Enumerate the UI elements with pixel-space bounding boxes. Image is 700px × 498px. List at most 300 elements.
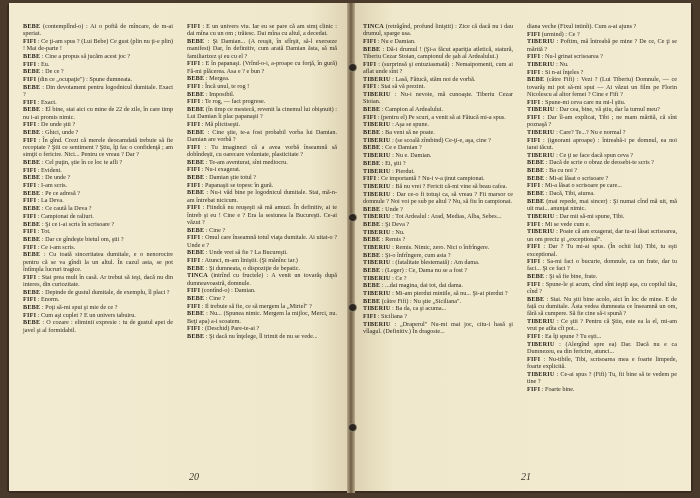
line-text: : Şi Damian... (A reuşit, în sfîrşit, să-l exerseze manifest) Dar, în definitiv, cum arată Damian ăsta, să mă familiarizez şi eu cu el ? [187,37,338,60]
line-text: : Cine a propus să jucăm acest joc ? [41,52,131,60]
line-text: : Campion al Ardealului. [381,106,444,113]
speaker-name: FIFI [527,30,541,38]
speaker-name: BEBE [187,37,205,45]
line-text: : Evident. [37,166,62,174]
speaker-name: BEBE [363,129,381,137]
line-text: : Stai prea mult în casă. Ar trebui să ieşi, dacă nu din interes, din curiozitate. [23,273,173,288]
dialogue-line [527,371,677,386]
line-text: : Nu. [392,228,405,236]
speaker-name: FIFI [527,53,541,61]
line-text: : Remis ? [381,236,406,244]
speaker-name: BEBE [187,106,205,113]
dialogue-line [23,221,173,228]
line-text: : Dar ce gîndeşte bietul om, ştii ? [41,235,124,243]
dialogue-line [363,183,513,190]
speaker-name: BEBE [23,303,41,311]
speaker-name: FIFI [527,333,541,341]
dialogue-line [363,83,513,90]
speaker-name: BEBE [23,52,41,60]
dialogue-line [23,304,173,311]
dialogue-line [187,204,337,226]
line-text: : Din devotament pentru logodnicul dumitale. Exact ? [23,83,174,99]
dialogue-line [363,160,513,167]
line-text: : Ba cu noi ? [545,167,578,175]
speaker-name: BEBE [23,106,41,114]
line-text: : Ea îţi spune ? Tu eşti... [541,333,602,341]
speaker-name: BEBE [23,23,41,30]
dialogue-line [527,61,677,68]
dialogue-line [23,236,173,243]
dialogue-line [527,213,677,220]
line-text: : Fiindcă nu reuşeşti să mă amuzi. În definitiv, ai te întreb şi eu ! Cine e ? Era la sesiunea la Bucureşti. Ce-ai văzut ? [187,204,337,226]
dialogue-line [363,23,513,38]
right-page-number: 21 [521,472,531,483]
line-text: : Te-am aventurat, sînt mediocru. [205,158,288,166]
dialogue-line [363,137,513,144]
dialogue-line [23,38,173,53]
dialogue-line [187,159,337,166]
line-text: : Enorm. [37,296,60,304]
dialogue-line [23,205,173,212]
dialogue-line [23,197,173,204]
dialogue-line [187,129,337,144]
dialogue-line [23,182,173,189]
line-text: : De unde ştii ? [37,121,76,129]
dialogue-line [527,281,677,296]
speaker-name: FIFI [527,258,541,266]
speaker-name: BEBE [363,144,381,152]
line-text: : Dar ce-o fi totuşi ca, să vreau ? Fii marsor ce domnule ? Noi voi pe sub pe altul ? Nu, să fiu în campionat. [363,190,513,205]
speaker-name: BEBE [23,129,41,137]
dialogue-line [23,312,173,319]
dialogue-line [23,190,173,197]
line-text: : (pentru el) Pe scurt, a venit să ai Fătucă mi-a spus. [377,113,506,121]
line-text: (urmind) : Ce ? [541,30,580,38]
dialogue-line [363,267,513,274]
speaker-name: TIBERIU [363,213,391,221]
speaker-name: BEBE [23,288,41,296]
speaker-name: BEBE [527,174,545,182]
line-text: : Ce importantă ? Nu-i v-a ţinut campionat. [377,175,485,183]
dialogue-line [23,296,173,303]
dialogue-line [23,137,173,159]
speaker-name: BEBE [363,159,381,167]
line-text: : Depinde de gustul dumitale, de exemplu, îl placi ? [41,288,170,296]
dialogue-line [527,243,677,258]
speaker-name: TIBERIU [363,320,391,328]
line-text: : Damian ştie totul ? [205,174,257,182]
line-text: : E un univers viu. Iar eu se pare că am simţ clinic : dai mîna cu un om ; trăiesc. Dai mîna cu altul, a decedat. [187,23,338,38]
speaker-name: BEBE [23,68,41,76]
speaker-name: TIBERIU [527,340,555,348]
speaker-name: FIFI [187,181,201,189]
dialogue-line [187,23,337,38]
dialogue-line [527,198,677,213]
line-text: : Sa-mi faci o bucurie, domnule, ca un frate, dar tu faci... Şi ce faci ? [527,258,677,273]
speaker-name: FIFI [363,83,377,91]
dialogue-line [363,106,513,113]
line-text: : Şi ce i-ai scris în scrisoare ? [41,220,115,228]
speaker-name: TIBERIU [363,290,391,298]
speaker-name: FIFI [23,98,37,106]
dialogue-line [527,318,677,333]
speaker-name: FIFI [187,60,201,68]
line-text: (intrînd cu fructele) : A venit un tovarăş după dumneavoastră, domnule. [187,272,338,287]
speaker-name: BEBE [363,297,381,305]
speaker-name: FIFI [187,98,201,106]
speaker-name: BEBE [23,174,41,182]
dialogue-line [187,333,337,340]
dialogue-line [527,182,677,189]
line-text: : Mă plictiseşti. [201,120,241,128]
line-text: : La Deva. [37,197,64,205]
speaker-name: TIBERIU [363,167,391,175]
line-text: : Cu toată sinceritatea dumitale, e o nenorocire pentru că se va gîndi la un altul. În cazul asta, se pot întîmpla lucruri tragice. [23,251,173,273]
line-text: : (Alergînd spre ea) Dar. Dacă nu e ca Dumnezeu, ea din fericire, atunci... [527,340,678,356]
dialogue-line [187,182,337,189]
line-text: : Pierdut. [392,167,415,175]
speaker-name: FIFI [23,243,37,251]
line-text: : Bă nu vrei ? Fericit că-mi vine să beau cafea. [392,182,508,190]
dialogue-line [23,76,173,83]
speaker-name: BEBE [363,106,381,113]
line-text: : Lasă, Fătucă, stăm noi de vorbă. [392,75,476,83]
line-text: : Şi Deva ? [381,220,410,228]
speaker-name: BEBE [23,205,41,213]
speaker-name: TIBERIU [363,91,391,99]
line-text: (mai repede, mai sincer) : Şi numai cînd mă uit, mă uit mai... anunţat nimic. [527,197,678,213]
dialogue-line [363,321,513,336]
book-gutter [347,3,355,493]
line-text: : I-am scris. [37,182,68,190]
dialogue-line [363,252,513,259]
line-text: : Te rog, — fact progrese. [201,98,266,106]
line-text: : Spune-le şi acum, cînd sînt ieşiţi aşa, cu copilul tău, cînd ? [527,280,678,296]
dialogue-line [363,206,513,213]
line-text: : Ce i-am scris. [37,243,76,251]
dialogue-line [23,251,173,273]
speaker-name: FIFI [187,287,201,295]
dialogue-line [527,228,677,243]
speaker-name: BEBE [23,251,41,259]
dialogue-line [527,221,677,228]
dialogue-line [527,114,677,129]
dialogue-line [363,152,513,159]
dialogue-line [187,121,337,128]
dialogue-line [23,244,173,251]
line-text: : Siciliana ? [377,313,407,321]
line-text: : Mi-ai lăsat o scrisoare ? [545,174,609,182]
line-text: : Tu imaginezi că a avea vorbă înseamnă să dobîndeşti, cu oarecare voluntate, plasticitate ? [187,143,338,158]
dialogue-line [363,144,513,151]
line-text: : Cel puţin, ştie în ce loc te afli ? [41,159,123,167]
speaker-name: BEBE [23,83,41,91]
speaker-name: TIBERIU [363,274,391,282]
dialogue-line [187,249,337,256]
speaker-name: BEBE [363,267,381,275]
speaker-name: BEBE [363,220,381,228]
dialogue-line [527,333,677,340]
line-text: : Ce ştii ? Pentru că Ştiu, este ea la el, mi-am vrut pe atîta cît pot... [527,318,677,333]
dialogue-line [527,341,677,356]
line-text: : Dacă de scrie o obraz de deosebi-te scris ? [545,159,654,167]
dialogue-line [23,99,173,106]
line-text: : „Draperul" Nu-mi mai joc, citu-i hasă şi vîlagul. (Definitiv.) În dragoste... [363,320,513,336]
speaker-name: FIFI [23,166,37,174]
dialogue-line [23,174,173,181]
dialogue-line [527,258,677,273]
speaker-name: BEBE [527,273,545,281]
speaker-name: BEBE [187,90,205,98]
line-text: : Exact. [37,98,57,106]
line-text: : Dar cea, bine, vă ştiu, dar la turnul meu? [556,106,660,114]
line-text: (în timp ce mestecă, revenit la cinemul lui obişnuit) : Lui Damian îi plac papanaşii ? [187,106,338,121]
dialogue-line [23,167,173,174]
dialogue-line [363,298,513,305]
dialogue-line [363,290,513,297]
speaker-name: BEBE [187,75,205,83]
line-text: : (fatalitate blestemată) : Am dama. [392,259,480,267]
speaker-name: FIFI [363,37,377,45]
dialogue-line [527,152,677,159]
binding-ring [348,213,357,222]
dialogue-line [187,310,337,325]
speaker-name: TIBERIU [527,318,555,326]
dialogue-line [527,190,677,197]
line-text: : O cozare : eliminii expresie : tu de gustul apei de javel şi al formidabil. [23,319,173,334]
speaker-name: FIFI [527,114,541,122]
line-text: : Dacă, Tibi, aiurea. [545,190,595,198]
speaker-name: BEBE [187,189,205,197]
speaker-name: FIFI [527,68,541,76]
line-text: : Dă-i drumul ! (Şi-a făcut apariţia atletică, statură, Tiberiu Cezar Stoian, campionul de şah al Ardealului.) [363,45,513,60]
speaker-name: BEBE [187,158,205,166]
line-text: : Şi dacă nu înţelege, îl trimit de nu se vede... [205,333,318,341]
line-text: : Şi să fie bine, frate. [545,273,598,281]
line-text: (din ce „ocupaţie") : Spune dumneata. [37,76,133,84]
speaker-name: FIFI [527,243,541,251]
speaker-name: BEBE [527,76,545,84]
line-text: : Ce-ai spus ? (Fifi) Tu, fii bine să te vedem pe tine ? [527,370,678,386]
speaker-name: BEBE [527,167,545,175]
speaker-name: BEBE [187,264,205,272]
speaker-name: FIFI [187,120,201,128]
line-text: : Cine ? [205,226,226,234]
line-text: : (Deschid) Pare-te-ai ? [201,325,260,333]
speaker-name: FIFI [527,355,541,363]
dialogue-line [23,129,173,136]
dialogue-line [187,257,337,264]
speaker-name: TIBERIU [527,370,555,378]
line-text: : Mi-a lăsat o scrisoare pe care... [541,182,622,190]
line-text: : Si n-ai înţeles ? [541,68,584,76]
speaker-name: TIBERIU [363,136,391,144]
line-text: : Unde ? [381,205,403,213]
dialogue-line [527,273,677,280]
dialogue-line [527,175,677,182]
dialogue-line [23,121,173,128]
line-text: : Dar ? Tu mi-ai spus. (În ochii lui) Tibi, tu eşti exceptional. [527,243,677,258]
speaker-name: FIFI [187,257,201,265]
speaker-name: BEBE [187,333,205,341]
dialogue-line [363,129,513,136]
binding-ring [348,63,357,72]
speaker-name: FIFI [363,113,377,121]
line-text: : Nu-i văd bine pe logodnicul dumitale. Stai, mă-n-am întrebat nicicum. [187,189,338,204]
speaker-name: BEBE [23,220,41,228]
dialogue-line [23,228,173,235]
dialogue-line [527,159,677,166]
dialogue-line [187,189,337,204]
line-text: : Dar mii să-mi spune, Tibi. [556,212,625,220]
speaker-name: TIBERIU [363,305,391,313]
line-text: : Pe ce adresă ? [41,189,80,197]
speaker-name: FIFI [23,121,37,129]
line-text: : Imposibil. [205,90,235,98]
speaker-name: FIFI [23,212,37,220]
dialogue-line [363,38,513,45]
dialogue-line [187,98,337,105]
dialogue-line [363,244,513,251]
right-page-column-1 [363,23,513,336]
line-text: : În gînd. Crezi că merele deocamdată trebuie să fie recoptate ? Ştii ce sentiment ? Ştiu, îţi fac o confidenţă ; am simţit o fericire. Nici... Pentru ce vreau ? Dar ? [23,136,173,159]
speaker-name: TIBERIU [363,182,391,190]
line-text: : Şi dumneata, o dispoziţie de bepatic. [205,264,301,272]
line-text: : El bine, stai aici cu mine de 22 de zile, în care timp nu i-ai promis nimic. [23,106,173,121]
speaker-name: FIFI [363,175,377,183]
dialogue-line [363,305,513,312]
line-text: : Mergea. [205,75,230,83]
speaker-name: TIBERIU [527,151,555,159]
line-text: : ...dai magina, dai tot, dai dama. [381,282,463,290]
dialogue-line [363,259,513,266]
dialogue-line [23,319,173,334]
speaker-name: BEBE [23,159,41,167]
line-text: : Care? Te...? Nu e normal ? [556,129,626,137]
line-text: : Tot Ardealul : Arad, Medias, Alba, Sebes... [392,213,502,221]
line-text: : (Leger) : Ce, Dama nu se a fost ? [381,267,468,275]
speaker-name: FIFI [363,60,377,68]
line-text: (către Fifi) : Nu ştie „Siciliana". [381,297,462,305]
line-text: : Nu e. Damian. [392,152,432,160]
speaker-name: TIBERIU [363,190,391,198]
line-text: : Remis. Nimic, zero. Nici o înfrîngere. [392,243,490,251]
dialogue-line [187,325,337,332]
speaker-name: FIFI [187,234,201,242]
speaker-name: FIFI [23,296,37,304]
speaker-name: FIFI [527,182,541,190]
speaker-name: BEBE [527,190,545,198]
line-text: : Poţi să-mi spui şi mie de ce ? [41,303,118,311]
right-page [353,3,691,491]
speaker-name: FIFI [23,311,37,319]
dialogue-line [187,265,337,272]
speaker-name: FIFI [23,273,37,281]
dialogue-line [187,295,337,302]
dialogue-line [527,129,677,136]
line-text: : Dar îl-am explicat, Tibi ; ne mam mărită, că sînt poznaşă ? [527,114,678,129]
dialogue-line [187,75,337,82]
dialogue-line [23,289,173,296]
speaker-name: FIFI [23,228,37,236]
speaker-name: FIFI [363,313,377,321]
dialogue-line [187,234,337,249]
dialogue-line [23,106,173,121]
line-text: : Foarte bine. [541,385,575,393]
speaker-name: BEBE [527,295,545,303]
line-text: : Papanaşii se topesc în gură. [201,181,274,189]
speaker-name: FIFI [23,182,37,190]
line-text: : (se scoală zîmbind) Ce-ţi-e, aşa, cine ? [392,136,491,144]
line-text: (retrăgînd, profund liniştit) : Zice că dacă nu i dau drumul, sparge usa. [363,23,513,38]
line-text: : Mi-am pierdut mintile, să nu... Şi-ai pierdut ? [392,290,508,298]
dialogue-line [23,23,173,38]
line-text: : Ba da, ca şi acuma... [392,305,447,313]
dialogue-line [527,76,677,98]
dialogue-line [187,60,337,75]
dialogue-line [363,168,513,175]
speaker-name: TINCA [363,23,384,30]
speaker-name: BEBE [527,197,545,205]
line-text: : Unde vrei să fie ? La Bucureşti. [205,249,288,257]
line-text: : Nu-i exagerat. [201,166,241,174]
dialogue-line [527,106,677,113]
speaker-name: FIFI [23,37,37,45]
line-text: : E în papanaşi. (Vrînd-o-i, a-proape cu forţă, în gură) Fă-mi plăcerea. Asa e ? e bun ? [187,60,337,75]
dialogue-line [527,137,677,152]
dialogue-line [23,159,173,166]
line-text: : Mi se vede cum e. [541,220,591,228]
speaker-name: BEBE [187,310,205,318]
line-text: : Il trebuie să fie, ce să mergem la „Miriel" ? [201,302,312,310]
speaker-name: BEBE [363,251,381,259]
line-text: : Nu-tibile, Tibi, scrisoarea mea e foarte limpede, foarte explicită. [527,355,677,371]
speaker-name: BEBE [23,235,41,243]
line-text: (către Fifi) : Vezi ? (Lui Tiberiu) Domnule, — ce tovarăş mi pot să-mi spui — Ai văzut un film pe Florin Nicolescu al altor femei ? Cine e Fifi ? [527,76,678,99]
dialogue-line [187,83,337,90]
dialogue-line [187,166,337,173]
dialogue-line [527,356,677,371]
speaker-name: FIFI [23,76,37,84]
dialogue-line [527,53,677,60]
dialogue-line [187,272,337,287]
speaker-name: FIFI [527,220,541,228]
dialogue-line [23,274,173,289]
left-page [9,3,351,491]
line-text: : Spune-mi ceva care nu mi-l ştiu. [541,98,626,106]
line-text: : Cine ştie, te-a fost probabil vorba lui Damian. Damian are vorbă ? [187,128,337,143]
dialogue-line [363,236,513,243]
line-text: : Aşa se spune. [392,121,429,129]
dialogue-line [187,144,337,159]
speaker-name: TINCA [187,272,208,280]
dialogue-line [187,227,337,234]
speaker-name: FIFI [527,280,541,288]
speaker-name: FIFI [527,98,541,106]
dialogue-line [187,106,337,121]
line-text: : Poftim, mă întreabă pe mine ? De ce, Ce ţi se mărită ? [527,38,677,53]
open-book [7,3,693,493]
binding-ring [348,303,357,312]
right-page-column-2 [527,23,677,393]
dialogue-line [363,282,513,289]
dialogue-line [527,99,677,106]
speaker-name: FIFI [187,204,201,212]
line-text: : Ghici, unde ? [41,129,79,137]
line-text: : Stai. Nu ştii bine acolo, aici în loc de mine. E de față cu dumitale. Ăsta vedea dumneata ce înseamnă un om, fără să cumpere. Să fie cine să-i spună ? [527,295,677,318]
speaker-name: TIBERIU [527,129,555,137]
left-page-column-1 [23,23,173,334]
